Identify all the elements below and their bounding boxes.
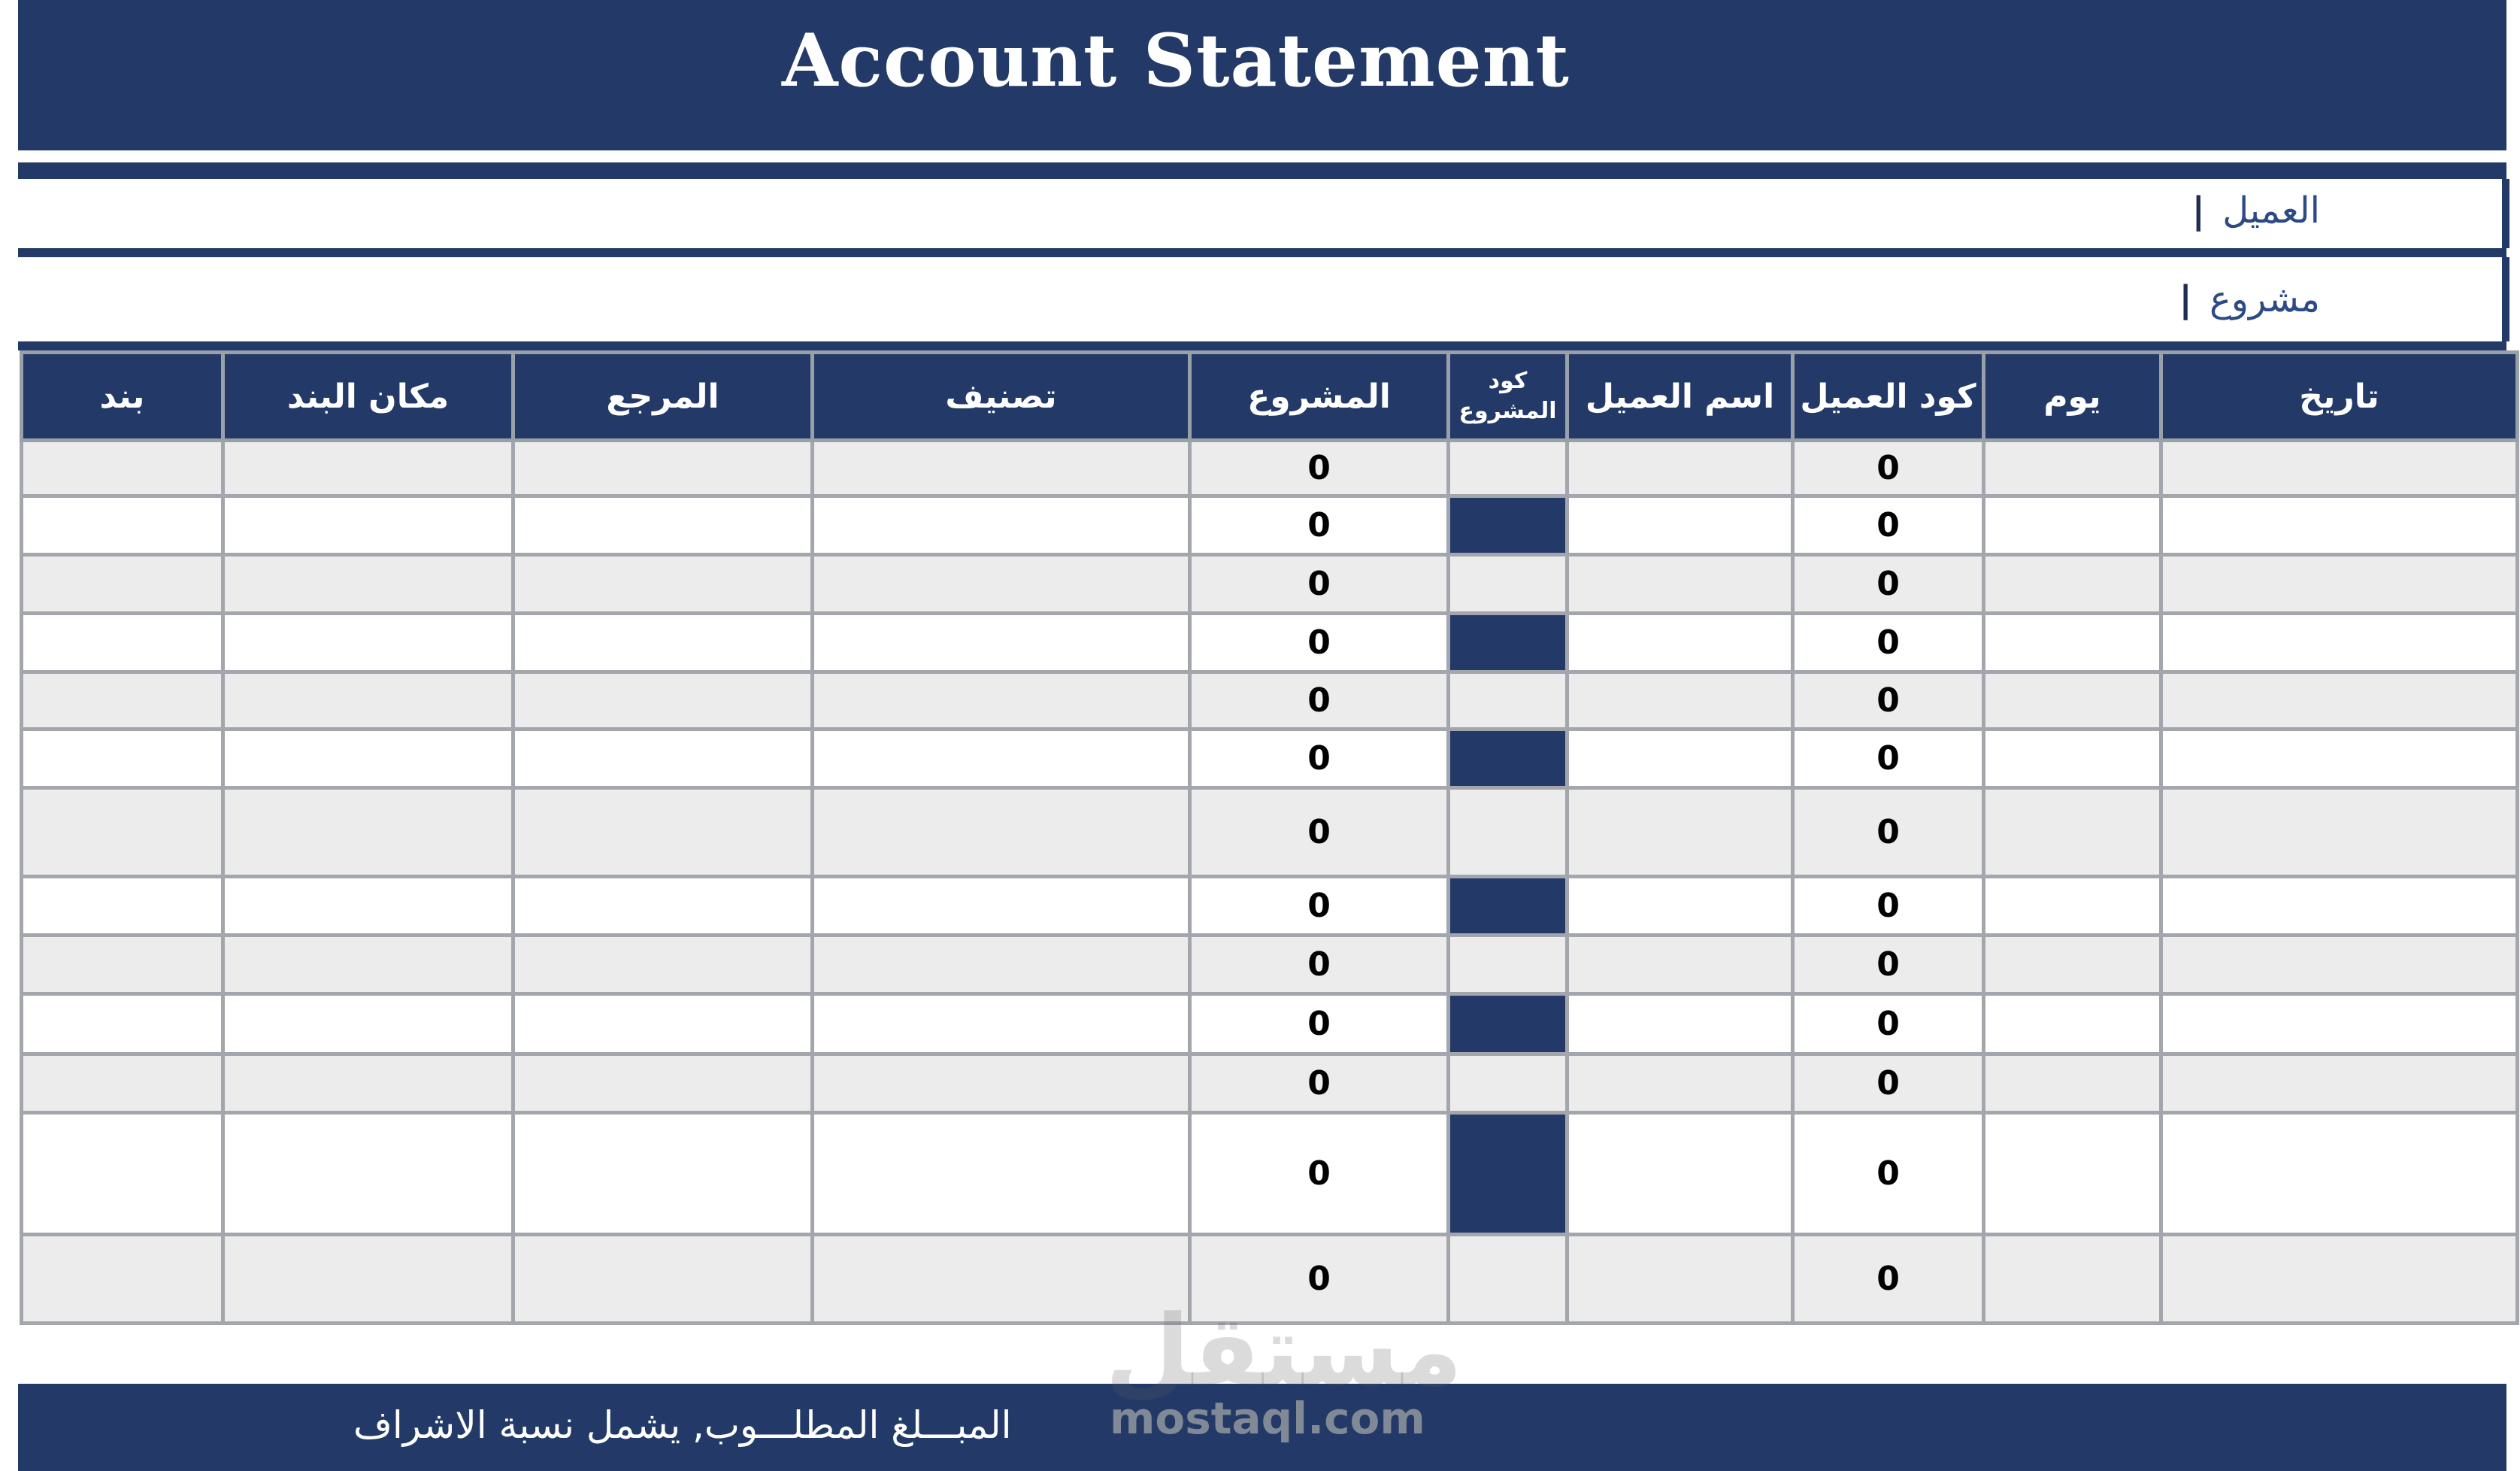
statement-table <box>20 350 2519 1325</box>
cell-item-location <box>223 614 513 672</box>
cell-client-name <box>1567 1113 1793 1235</box>
cell-client-name <box>1567 614 1793 672</box>
cell-project-code <box>1449 936 1567 994</box>
cell-date <box>2161 729 2518 788</box>
cell-item-location <box>223 441 513 496</box>
col-header-client-code: كود العميل <box>1793 353 1984 441</box>
cell-client-name <box>1567 555 1793 614</box>
cell-category <box>813 1113 1190 1235</box>
cell-item-location <box>223 672 513 729</box>
cell-day <box>1984 788 2161 877</box>
cell-category <box>813 555 1190 614</box>
info-edge <box>2502 179 2509 248</box>
cell-item <box>22 1235 223 1324</box>
cell-client-name <box>1567 496 1793 555</box>
col-header-reference: المرجع <box>513 353 813 441</box>
cell-client-code: 0 <box>1793 936 1984 994</box>
cell-reference <box>513 555 813 614</box>
cell-project-code <box>1449 877 1567 936</box>
table-row <box>22 1113 2518 1235</box>
cell-day <box>1984 729 2161 788</box>
cell-reference <box>513 788 813 877</box>
client-label: العميل <box>2222 190 2320 232</box>
table-row <box>22 936 2518 994</box>
watermark-url: mostaql.com <box>1110 1393 1425 1444</box>
cell-item <box>22 788 223 877</box>
cell-date <box>2161 936 2518 994</box>
info-edge <box>2502 257 2509 341</box>
cell-item-location <box>223 788 513 877</box>
page-title: Account Statement <box>782 18 1570 103</box>
cell-project: 0 <box>1190 1235 1449 1324</box>
cell-date <box>2161 994 2518 1054</box>
cell-reference <box>513 1054 813 1113</box>
table-row <box>22 496 2518 555</box>
field-separator: | <box>2179 278 2192 320</box>
cell-day <box>1984 1054 2161 1113</box>
cell-category <box>813 994 1190 1054</box>
cell-item <box>22 672 223 729</box>
field-separator: | <box>2191 190 2206 232</box>
cell-day <box>1984 614 2161 672</box>
cell-item-location <box>223 1235 513 1324</box>
cell-project-code <box>1449 994 1567 1054</box>
cell-date <box>2161 1054 2518 1113</box>
cell-day <box>1984 877 2161 936</box>
table-row <box>22 994 2518 1054</box>
cell-item <box>22 1113 223 1235</box>
cell-item-location <box>223 994 513 1054</box>
cell-day <box>1984 1235 2161 1324</box>
cell-date <box>2161 496 2518 555</box>
col-header-date: تاريخ <box>2161 353 2518 441</box>
cell-client-code: 0 <box>1793 1054 1984 1113</box>
cell-date <box>2161 1235 2518 1324</box>
cell-category <box>813 441 1190 496</box>
cell-day <box>1984 441 2161 496</box>
cell-project: 0 <box>1190 1054 1449 1113</box>
cell-category <box>813 614 1190 672</box>
cell-reference <box>513 441 813 496</box>
cell-reference <box>513 877 813 936</box>
cell-project: 0 <box>1190 936 1449 994</box>
cell-item-location <box>223 936 513 994</box>
cell-client-name <box>1567 672 1793 729</box>
cell-client-code: 0 <box>1793 788 1984 877</box>
cell-date <box>2161 788 2518 877</box>
cell-project-code <box>1449 1054 1567 1113</box>
cell-category <box>813 729 1190 788</box>
cell-client-name <box>1567 788 1793 877</box>
cell-project-code <box>1449 672 1567 729</box>
cell-project: 0 <box>1190 788 1449 877</box>
project-field <box>2179 278 2320 320</box>
cell-category <box>813 672 1190 729</box>
col-header-item-location: مكان البند <box>223 353 513 441</box>
cell-item <box>22 877 223 936</box>
cell-client-name <box>1567 1054 1793 1113</box>
cell-reference <box>513 994 813 1054</box>
cell-client-name <box>1567 729 1793 788</box>
cell-category <box>813 788 1190 877</box>
cell-item-location <box>223 555 513 614</box>
cell-category <box>813 936 1190 994</box>
watermark-logo: مستقل <box>1105 1294 1463 1408</box>
cell-client-code: 0 <box>1793 555 1984 614</box>
cell-date <box>2161 1113 2518 1235</box>
col-header-day: يوم <box>1984 353 2161 441</box>
col-header-project-code: كود المشروع <box>1449 353 1567 441</box>
header-divider <box>18 162 2506 179</box>
cell-project-code <box>1449 614 1567 672</box>
cell-category <box>813 877 1190 936</box>
table-row <box>22 441 2518 496</box>
cell-date <box>2161 441 2518 496</box>
cell-project-code <box>1449 729 1567 788</box>
cell-reference <box>513 729 813 788</box>
cell-item <box>22 936 223 994</box>
cell-project-code <box>1449 1113 1567 1235</box>
cell-reference <box>513 614 813 672</box>
cell-project: 0 <box>1190 441 1449 496</box>
col-header-category: تصنيف <box>813 353 1190 441</box>
cell-client-code: 0 <box>1793 496 1984 555</box>
cell-item <box>22 994 223 1054</box>
table-row <box>22 877 2518 936</box>
info-divider <box>18 248 2506 257</box>
cell-day <box>1984 1113 2161 1235</box>
cell-project: 0 <box>1190 729 1449 788</box>
cell-item-location <box>223 1054 513 1113</box>
cell-project: 0 <box>1190 1113 1449 1235</box>
cell-client-name <box>1567 994 1793 1054</box>
col-header-project: المشروع <box>1190 353 1449 441</box>
cell-project: 0 <box>1190 496 1449 555</box>
cell-client-name <box>1567 441 1793 496</box>
cell-day <box>1984 672 2161 729</box>
cell-date <box>2161 672 2518 729</box>
table-row <box>22 729 2518 788</box>
client-field <box>2192 190 2321 232</box>
cell-client-code: 0 <box>1793 877 1984 936</box>
cell-client-code: 0 <box>1793 1235 1984 1324</box>
footer-note: المبـــلغ المطلـــوب, يشمل نسبة الاشراف <box>353 1403 1012 1447</box>
cell-item <box>22 614 223 672</box>
cell-item-location <box>223 1113 513 1235</box>
project-label: مشروع <box>2210 278 2320 320</box>
cell-project-code <box>1449 496 1567 555</box>
col-header-item: بند <box>22 353 223 441</box>
cell-client-code: 0 <box>1793 994 1984 1054</box>
cell-item-location <box>223 729 513 788</box>
table-row <box>22 555 2518 614</box>
cell-item-location <box>223 496 513 555</box>
cell-reference <box>513 672 813 729</box>
cell-client-code: 0 <box>1793 441 1984 496</box>
cell-project: 0 <box>1190 614 1449 672</box>
cell-date <box>2161 877 2518 936</box>
table-row <box>22 1054 2518 1113</box>
cell-day <box>1984 555 2161 614</box>
cell-client-name <box>1567 877 1793 936</box>
cell-item <box>22 441 223 496</box>
cell-client-code: 0 <box>1793 1113 1984 1235</box>
cell-client-name <box>1567 936 1793 994</box>
cell-item <box>22 1054 223 1113</box>
cell-client-name <box>1567 1235 1793 1324</box>
cell-item-location <box>223 877 513 936</box>
table-row <box>22 672 2518 729</box>
cell-project-code <box>1449 788 1567 877</box>
cell-item <box>22 496 223 555</box>
cell-day <box>1984 994 2161 1054</box>
table-top-divider <box>18 341 2506 350</box>
cell-day <box>1984 936 2161 994</box>
cell-client-code: 0 <box>1793 614 1984 672</box>
cell-day <box>1984 496 2161 555</box>
cell-category <box>813 496 1190 555</box>
cell-reference <box>513 936 813 994</box>
cell-project: 0 <box>1190 994 1449 1054</box>
table-header-row <box>22 353 2518 441</box>
table-row <box>22 614 2518 672</box>
cell-item <box>22 555 223 614</box>
cell-project-code <box>1449 1235 1567 1324</box>
cell-project: 0 <box>1190 877 1449 936</box>
cell-project: 0 <box>1190 555 1449 614</box>
col-header-client-name: اسم العميل <box>1567 353 1793 441</box>
cell-reference <box>513 1113 813 1235</box>
cell-category <box>813 1054 1190 1113</box>
cell-item <box>22 729 223 788</box>
cell-project: 0 <box>1190 672 1449 729</box>
cell-project-code <box>1449 441 1567 496</box>
cell-reference <box>513 1235 813 1324</box>
cell-reference <box>513 496 813 555</box>
cell-project-code <box>1449 555 1567 614</box>
table-row <box>22 788 2518 877</box>
cell-client-code: 0 <box>1793 672 1984 729</box>
cell-client-code: 0 <box>1793 729 1984 788</box>
cell-date <box>2161 614 2518 672</box>
cell-date <box>2161 555 2518 614</box>
